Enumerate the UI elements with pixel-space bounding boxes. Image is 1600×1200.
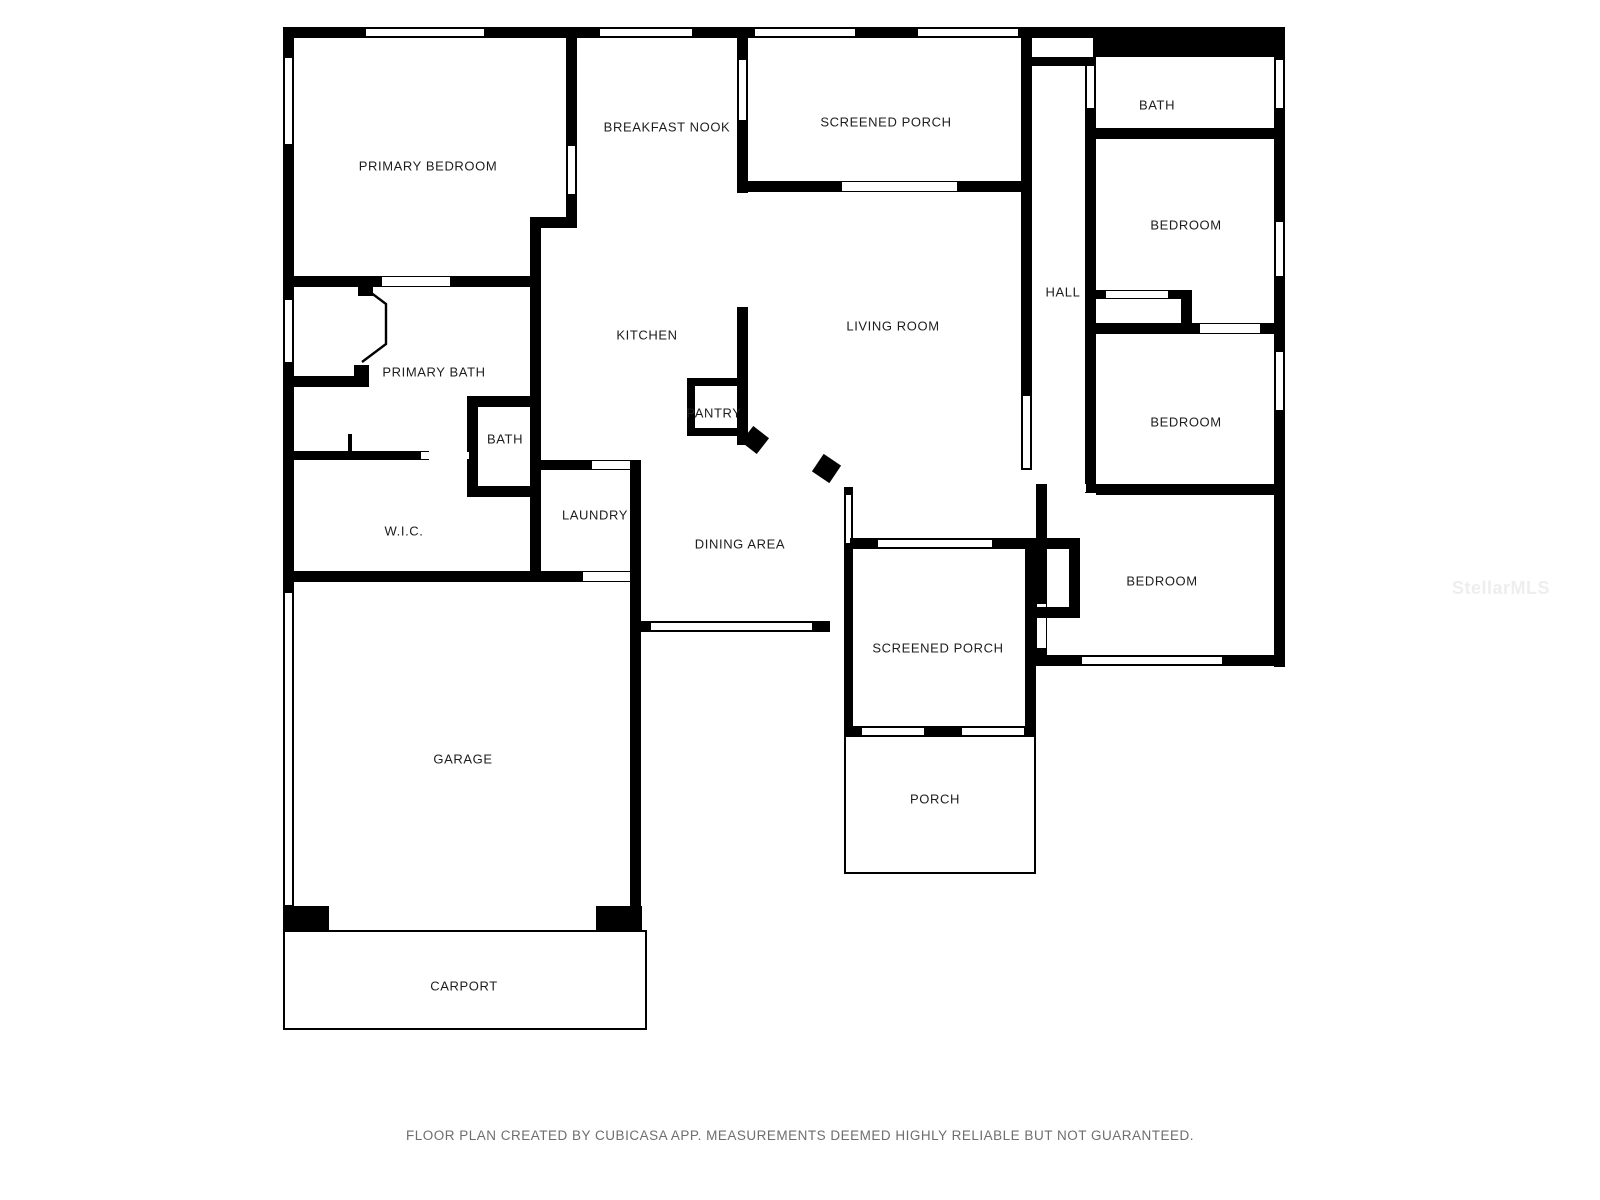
window-nook-right bbox=[737, 60, 748, 120]
opening-laundry-to-garage bbox=[583, 572, 631, 581]
window-primary-bedroom-left bbox=[283, 58, 294, 144]
wall-wic-top bbox=[294, 451, 429, 460]
wall-right-exterior bbox=[1274, 27, 1285, 667]
dining-door-panel bbox=[812, 454, 841, 483]
wall-bath-ne-bottom bbox=[1096, 128, 1285, 139]
window-screened-porch-top-b bbox=[918, 27, 1018, 38]
window-right-bedroom-e bbox=[1274, 352, 1285, 410]
wall-bath-mid-left bbox=[467, 396, 478, 497]
room-label-breakfast-nook: BREAKFAST NOOK bbox=[603, 119, 731, 135]
footer-note: FLOOR PLAN CREATED BY CUBICASA APP. MEASUREMENTS DEEMED HIGHLY RELIABLE BUT NOT GUARANTEED. bbox=[406, 1128, 1194, 1143]
window-hall-right-upper bbox=[1085, 66, 1096, 108]
room-label-bedroom-ne: BEDROOM bbox=[1150, 217, 1222, 233]
wall-living-hall-stub bbox=[1021, 148, 1032, 192]
wall-primary-suite-vert bbox=[530, 217, 541, 417]
window-screened-porch-top-a bbox=[755, 27, 855, 38]
room-label-bath-mid: BATH bbox=[486, 431, 524, 447]
window-breakfast-nook-top bbox=[600, 27, 692, 38]
window-right-bedroom-ne bbox=[1274, 222, 1285, 276]
wall-bedroom-se-jog bbox=[1036, 607, 1080, 618]
room-label-pantry: PANTRY bbox=[686, 405, 742, 421]
wall-pantry-top bbox=[687, 378, 743, 386]
opening-screened-porch-n-door bbox=[842, 182, 957, 191]
wall-dining-porch-jog-vert bbox=[1069, 538, 1080, 618]
room-label-carport: CARPORT bbox=[430, 978, 498, 994]
room-label-primary-bath: PRIMARY BATH bbox=[382, 364, 486, 380]
wall-exterior-top-right bbox=[1093, 27, 1285, 57]
wall-laundry-right bbox=[630, 460, 641, 586]
room-label-wic: W.I.C. bbox=[384, 523, 424, 539]
wall-hall-top-stub bbox=[1032, 57, 1086, 66]
wall-bedroom-e-bottom bbox=[1096, 484, 1285, 495]
window-primary-bedroom-right bbox=[566, 146, 577, 194]
room-label-garage: GARAGE bbox=[433, 751, 493, 767]
room-label-screened-porch-s: SCREENED PORCH bbox=[872, 640, 1004, 656]
window-porch-s-bottom-b bbox=[962, 726, 1024, 737]
room-label-living-room: LIVING ROOM bbox=[846, 318, 940, 334]
room-label-kitchen: KITCHEN bbox=[616, 327, 678, 343]
wall-laundry-left bbox=[530, 417, 541, 577]
opening-garage-left bbox=[285, 585, 292, 905]
window-primary-bath-left bbox=[283, 300, 294, 362]
watermark: StellarMLS bbox=[1452, 578, 1551, 598]
room-label-porch: PORCH bbox=[910, 791, 960, 807]
wall-primary-suite-top-jog bbox=[530, 217, 577, 228]
wall-garage-bottom-right-stub bbox=[596, 906, 642, 931]
wall-bath-mid-top bbox=[467, 396, 541, 407]
opening-bath-mid-door bbox=[429, 452, 469, 459]
room-label-dining-area: DINING AREA bbox=[694, 536, 786, 552]
wall-pantry-bottom bbox=[687, 428, 743, 436]
room-label-bedroom-e: BEDROOM bbox=[1150, 414, 1222, 430]
room-label-hall: HALL bbox=[1045, 284, 1081, 300]
wall-garage-left-stub-bottom bbox=[283, 906, 329, 931]
window-screened-porch-s-left bbox=[844, 495, 853, 543]
window-porch-s-bottom-a bbox=[862, 726, 924, 737]
primary-bath-door-hinge-top bbox=[358, 283, 373, 296]
window-primary-bedroom-top bbox=[366, 27, 484, 38]
opening-hall-closet bbox=[1106, 291, 1168, 298]
room-label-screened-porch-n: SCREENED PORCH bbox=[820, 114, 952, 130]
wall-exterior-left-wic bbox=[283, 381, 294, 585]
wall-wic-stub bbox=[348, 434, 352, 454]
window-garage-side bbox=[651, 621, 812, 632]
window-bedroom-se-bottom bbox=[1082, 655, 1222, 666]
wall-kitchen-right bbox=[737, 307, 748, 445]
wall-screened-porch-s-right bbox=[1025, 538, 1036, 734]
wall-primary-bath-bottom bbox=[294, 376, 369, 387]
wall-hall-right-lower bbox=[1085, 293, 1096, 493]
opening-living-to-hall bbox=[1023, 396, 1030, 468]
room-label-bedroom-se: BEDROOM bbox=[1126, 573, 1198, 589]
room-label-bath-ne: BATH bbox=[1138, 97, 1176, 113]
room-label-primary-bedroom: PRIMARY BEDROOM bbox=[358, 158, 498, 174]
window-screened-porch-s-top bbox=[878, 538, 992, 549]
room-label-laundry: LAUNDRY bbox=[561, 507, 629, 523]
opening-bedroom-ne-door bbox=[1200, 324, 1260, 333]
window-right-bath bbox=[1274, 60, 1285, 108]
